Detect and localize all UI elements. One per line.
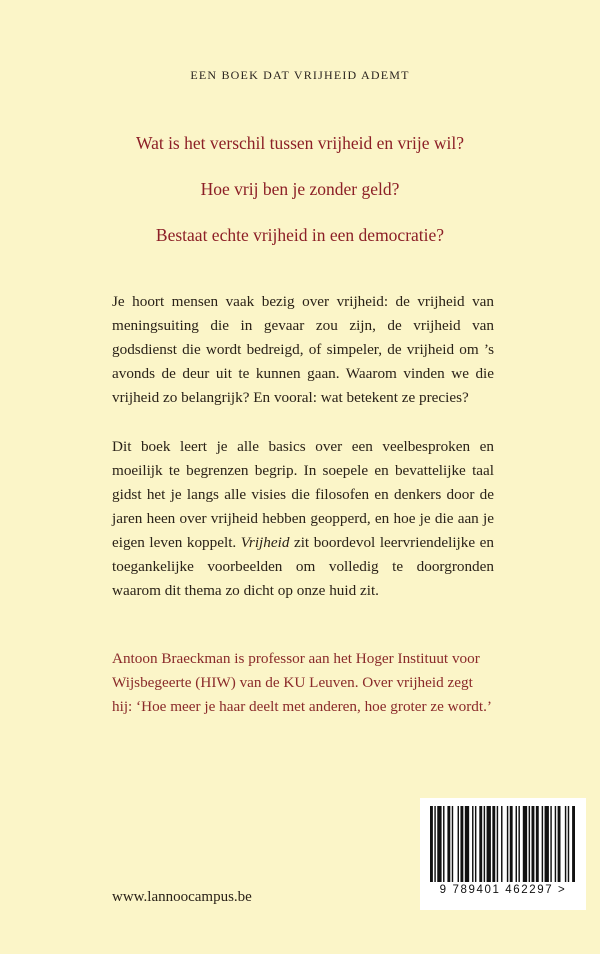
barcode-bar (460, 806, 463, 882)
barcode-bar (479, 806, 482, 882)
description-paragraph (112, 435, 494, 603)
barcode-bar (529, 806, 530, 882)
tagline: EEN BOEK DAT VRIJHEID ADEMT (190, 68, 410, 82)
barcode-bar (568, 806, 569, 882)
barcode-bar (523, 806, 527, 882)
question-3: Bestaat echte vrijheid in een democratie? (155, 225, 445, 245)
barcode-bar (497, 806, 498, 882)
isbn-barcode (420, 798, 586, 910)
barcode-bar (565, 806, 566, 882)
barcode-bar (558, 806, 561, 882)
barcode-bar (572, 806, 575, 882)
barcode-bar (516, 806, 517, 882)
question-1: Wat is het verschil tussen vrijheid en vrije wil? (135, 133, 465, 153)
barcode-bar (550, 806, 551, 882)
barcode-bar (430, 806, 433, 882)
description-text-start: Dit boek leert je alle basics over een veelbesproken en moeilijk te begrenzen begrip. In soepele en bevattelijke taal gidst het je langs alle visies die filosofen en denkers door de jaren heen over vrijheid hebben geopperd, en hoe je die aan je eigen leven koppelt. (112, 438, 494, 551)
barcode-bar (510, 806, 513, 882)
barcode-bar (487, 806, 491, 882)
barcode-bar (472, 806, 473, 882)
barcode-bar (555, 806, 556, 882)
barcode-bar (542, 806, 543, 882)
barcode-bar (434, 806, 435, 882)
barcode-bar (484, 806, 485, 882)
barcode-bar (518, 806, 519, 882)
author-bio: Antoon Braeckman is professor aan het Hoger Instituut voor Wijsbegeerte (HIW) van de KU Leuven. Over vrijheid zegt hij: ‘Hoe meer je haar deelt met anderen, hoe groter ze wordt.’ (112, 650, 492, 715)
barcode-bar (458, 806, 459, 882)
barcode-bar (532, 806, 535, 882)
description-text-end: zit boordevol leervriendelijke en toegankelijke voorbeelden om volledig te doorgronden waarom dit thema zo dicht op onze huid zit. (112, 534, 494, 599)
publisher-website: www.lannoocampus.be (112, 889, 252, 905)
barcode-bar (437, 806, 441, 882)
barcode-bar (452, 806, 453, 882)
isbn-digits: 9 789401 462297 > (439, 884, 567, 896)
barcode-bar (507, 806, 508, 882)
barcode-bar (536, 806, 539, 882)
question-2: Hoe vrij ben je zonder geld? (200, 179, 400, 199)
intro-paragraph: Je hoort mensen vaak bezig over vrijheid: de vrijheid van meningsuiting die in gevaar zou zijn, de vrijheid van godsdienst die wordt bedreigd, of simpeler, de vrijheid om ’s avonds de deur uit te kunnen gaan. Waarom vinden we die vrijheid zo belangrijk? En vooral: wat betekent ze precies? (112, 293, 494, 406)
barcode-bar (443, 806, 444, 882)
question-list (0, 132, 600, 246)
barcode-bar (465, 806, 469, 882)
barcode-bar (492, 806, 495, 882)
barcode-bar (545, 806, 549, 882)
barcode-bar (475, 806, 476, 882)
barcode-bar (501, 806, 502, 882)
book-title-italic: Vrijheid (240, 534, 290, 551)
barcode-bar (447, 806, 450, 882)
